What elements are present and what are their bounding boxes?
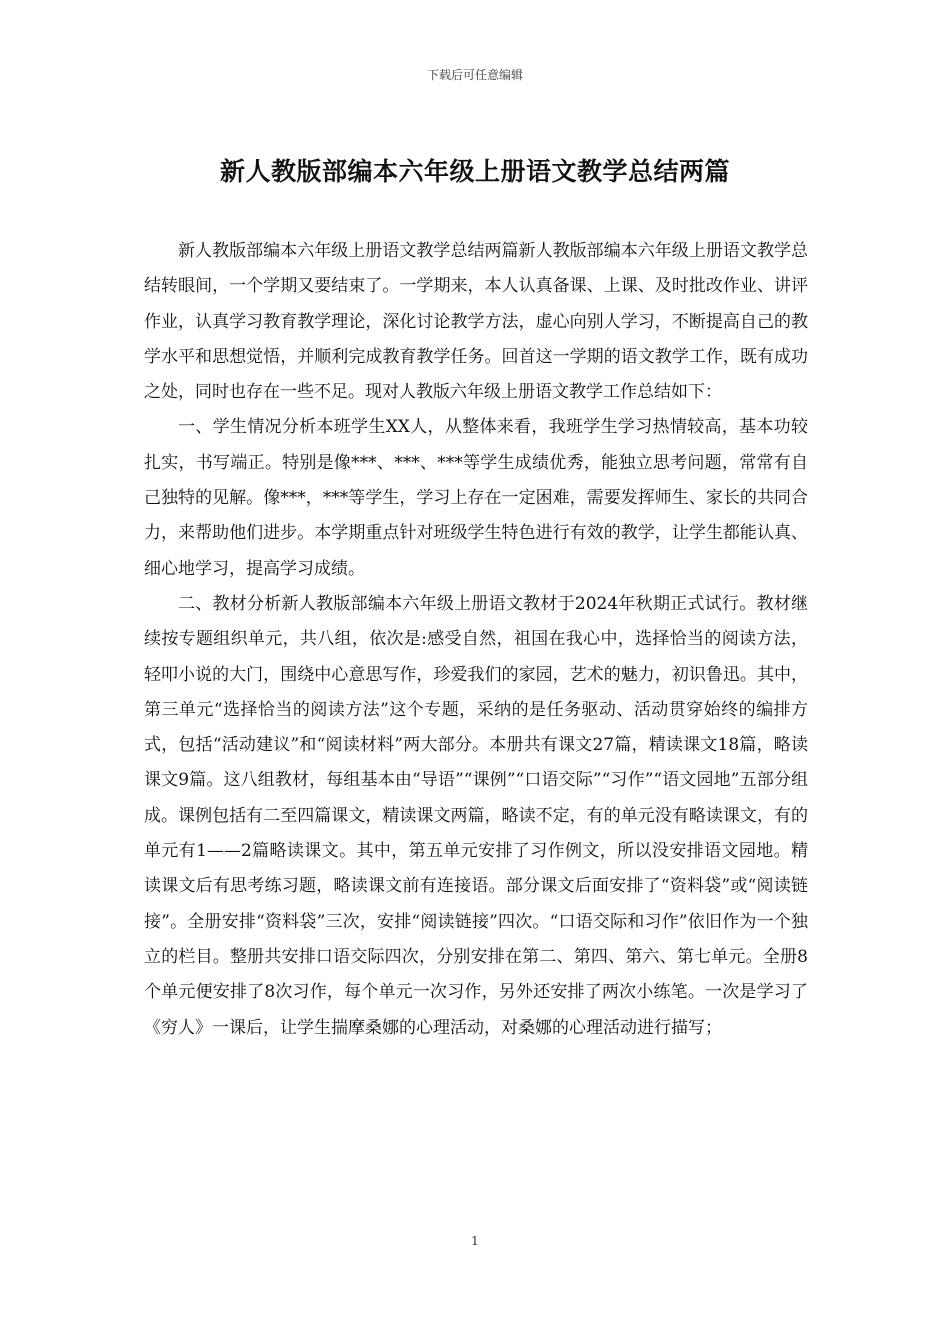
paragraph-intro: 新人教版部编本六年级上册语文教学总结两篇新人教版部编本六年级上册语文教学总结转眼间，一个学期又要结束了。一学期来，本人认真备课、上课、及时批改作业、讲评作业，认真学习教育教学理论，深化讨论教学方法，虚心向别人学习，不断提高自己的教学水平和思想觉悟，并顺利完成教育教学任务。回首这一学期的语文教学工作，既有成功之处，同时也存在一些不足。现对人教版六年级上册语文教学工作总结如下： <box>144 241 808 403</box>
page-number: 1 <box>471 1234 479 1248</box>
document-title: 新人教版部编本六年级上册语文教学总结两篇 <box>219 157 730 186</box>
paragraph-textbook-analysis: 二、教材分析新人教版部编本六年级上册语文教材于2024年秋期正式试行。教材继续按专题组织单元，共八组，依次是:感受自然，祖国在我心中，选择恰当的阅读方法，轻叩小说的大门，围绕中心意思写作，珍爱我们的家园，艺术的魅力，初识鲁迅。其中，第三单元“选择恰当的阅读方法”这个专题，采纳的是任务驱动、活动贯穿始终的编排方式，包括“活动建议”和“阅读材料”两大部分。本册共有课文27篇，精读课文18篇，略读课文9篇。这八组教材，每组基本由“导语”“课例”“口语交际”“习作”“语文园地”五部分组成。课例包括有二至四篇课文，精读课文两篇，略读不定，有的单元没有略读课文，有的单元有1——2篇略读课文。其中，第五单元安排了习作例文，所以没安排语文园地。精读课文后有思考练习题，略读课文前有连接语。部分课文后面安排了“资料袋”或“阅读链接”。全册安排“资料袋”三次，安排“阅读链接”四次。“口语交际和习作”依旧作为一个独立的栏目。整册共安排口语交际四次，分别安排在第二、第四、第六、第七单元。全册8个单元便安排了8次习作，每个单元一次习作，另外还安排了两次小练笔。一次是学习了《穷人》一课后，让学生揣摩桑娜的心理活动，对桑娜的心理活动进行描写； <box>144 593 808 1038</box>
document-body <box>144 234 808 1046</box>
page-header: 下载后可任意编辑 <box>426 68 523 82</box>
paragraph-student-analysis: 一、学生情况分析本班学生XX人，从整体来看，我班学生学习热情较高，基本功较扎实，书写端正。特别是像***、***、***等学生成绩优秀，能独立思考问题，常常有自己独特的见解。像***，***等学生，学习上存在一定困难，需要发挥师生、家长的共同合力，来帮助他们进步。本学期重点针对班级学生特色进行有效的教学，让学生都能认真、细心地学习，提高学习成绩。 <box>144 417 808 579</box>
